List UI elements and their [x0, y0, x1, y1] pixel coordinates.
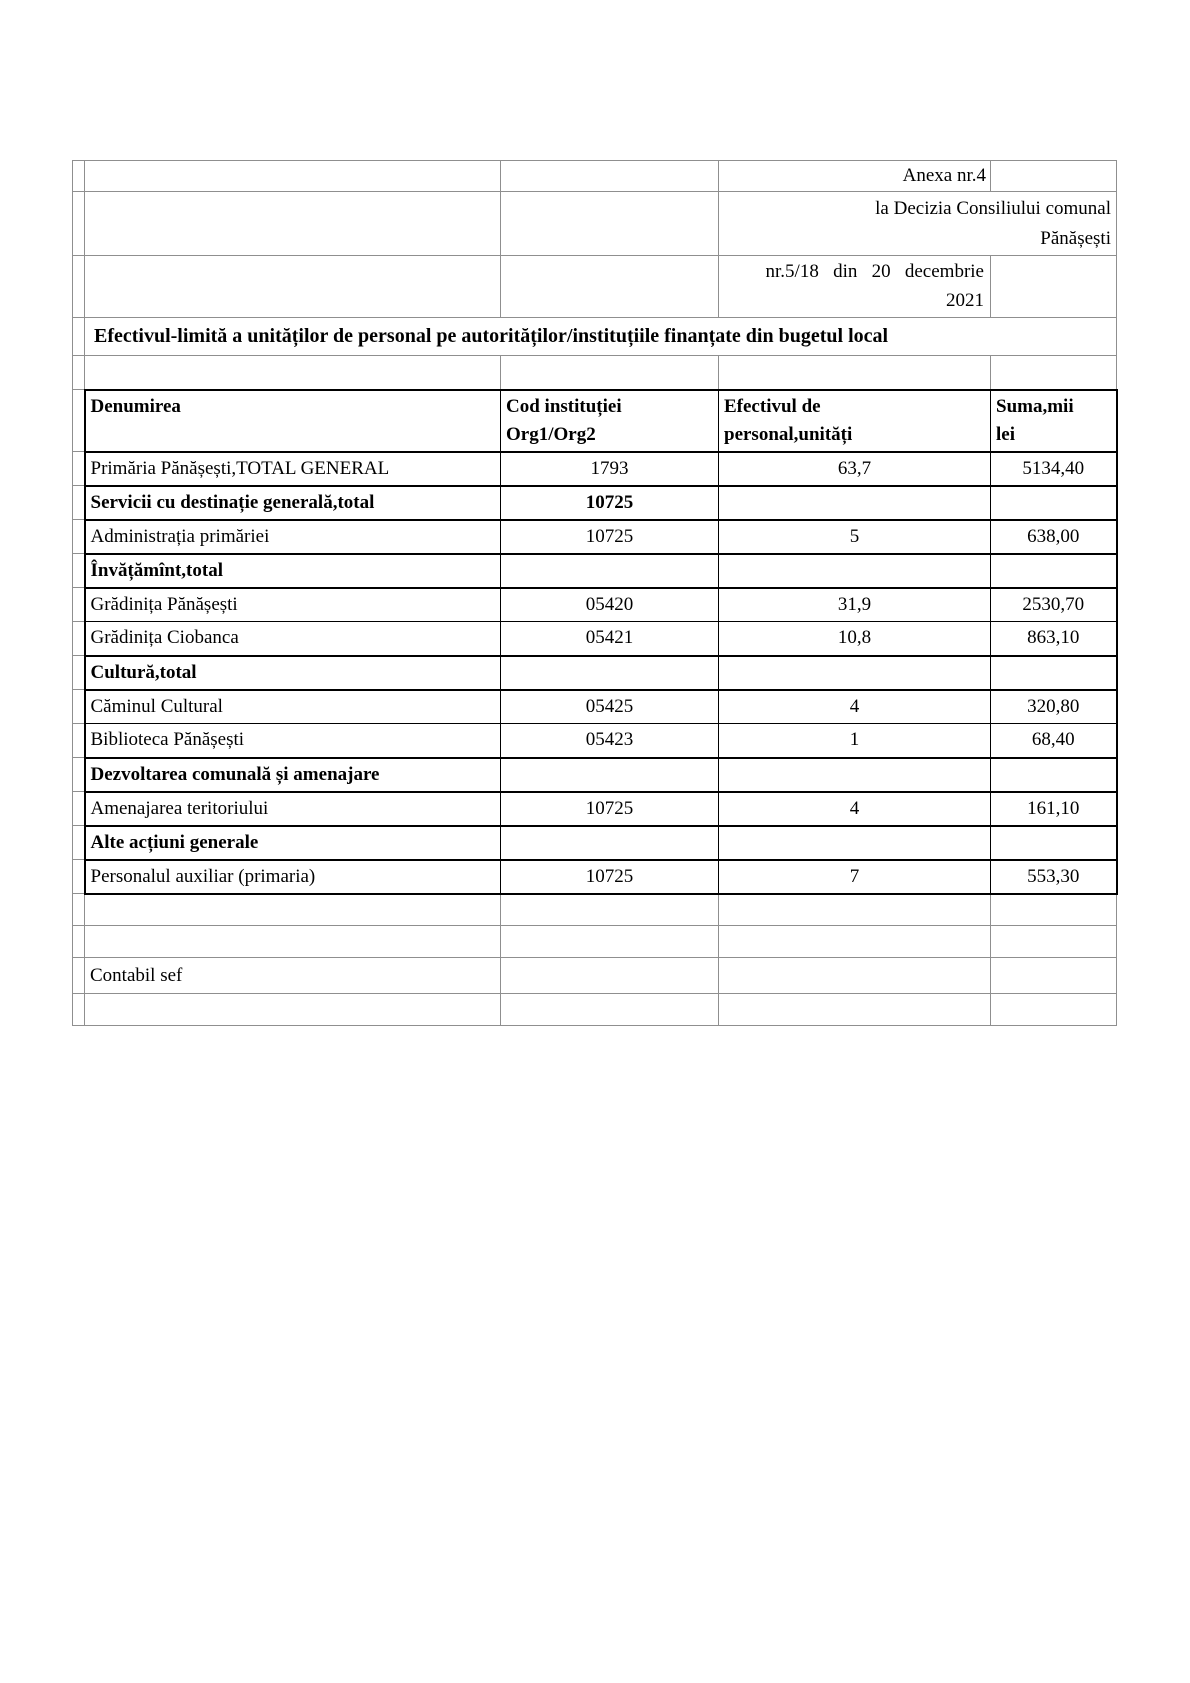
- spacer-row: [73, 994, 1117, 1026]
- decision-row: [73, 192, 1117, 256]
- table-row: [73, 452, 1117, 486]
- margin-cell: [73, 860, 85, 894]
- section-row: [73, 826, 1117, 860]
- suma-cell: 161,10: [991, 792, 1117, 826]
- cod-cell: 05421: [501, 622, 719, 656]
- empty-cell: [501, 161, 719, 192]
- suma-cell: 2530,70: [991, 588, 1117, 622]
- denumirea-cell: Cultură,total: [85, 656, 501, 690]
- efectiv-cell: [719, 758, 991, 792]
- margin-cell: [73, 826, 85, 860]
- margin-cell: [73, 161, 85, 192]
- column-header-efectiv: Efectivul de personal,unități: [719, 390, 991, 452]
- empty-cell: [991, 958, 1117, 994]
- section-row: [73, 758, 1117, 792]
- suma-cell: 638,00: [991, 520, 1117, 554]
- table-row: [73, 690, 1117, 724]
- empty-cell: [501, 926, 719, 958]
- margin-cell: [73, 724, 85, 758]
- denumirea-cell: Biblioteca Pănășești: [85, 724, 501, 758]
- margin-cell: [73, 486, 85, 520]
- empty-cell: [991, 994, 1117, 1026]
- empty-cell: [501, 356, 719, 390]
- table-row: [73, 588, 1117, 622]
- annex-row: [73, 161, 1117, 192]
- margin-cell: [73, 192, 85, 256]
- margin-cell: [73, 520, 85, 554]
- section-row: [73, 486, 1117, 520]
- header-row: [73, 390, 1117, 452]
- empty-cell: [85, 356, 501, 390]
- margin-cell: [73, 356, 85, 390]
- margin-cell: [73, 958, 85, 994]
- empty-cell: [719, 894, 991, 926]
- margin-cell: [73, 622, 85, 656]
- empty-cell: [991, 356, 1117, 390]
- margin-cell: [73, 452, 85, 486]
- column-header-cod: Cod instituției Org1/Org2: [501, 390, 719, 452]
- margin-cell: [73, 256, 85, 318]
- signature-row: [73, 958, 1117, 994]
- margin-cell: [73, 390, 85, 452]
- cod-cell: [501, 826, 719, 860]
- efectiv-cell: 31,9: [719, 588, 991, 622]
- cod-cell: 05420: [501, 588, 719, 622]
- margin-cell: [73, 926, 85, 958]
- denumirea-cell: Alte acțiuni generale: [85, 826, 501, 860]
- page-title: Efectivul-limită a unităților de personal pe autorităților/instituțiile finanțate din bugetul local: [85, 318, 1117, 356]
- empty-cell: [85, 256, 501, 318]
- cod-cell: 05425: [501, 690, 719, 724]
- suma-cell: [991, 486, 1117, 520]
- efectiv-cell: 63,7: [719, 452, 991, 486]
- section-row: [73, 656, 1117, 690]
- efectiv-cell: [719, 826, 991, 860]
- decision-line-1: la Decizia Consiliului comunal: [875, 198, 1111, 220]
- cod-cell: 10725: [501, 860, 719, 894]
- efectiv-cell: 4: [719, 792, 991, 826]
- margin-cell: [73, 656, 85, 690]
- suma-cell: [991, 758, 1117, 792]
- margin-cell: [73, 690, 85, 724]
- denumirea-cell: Grădinița Pănășești: [85, 588, 501, 622]
- empty-cell: [719, 926, 991, 958]
- empty-cell: [85, 926, 501, 958]
- cod-cell: 05423: [501, 724, 719, 758]
- staff-limits-table: [72, 160, 1118, 1026]
- empty-cell: [85, 161, 501, 192]
- decision-number: [719, 256, 991, 318]
- empty-cell: [991, 161, 1117, 192]
- spacer-row: [73, 356, 1117, 390]
- decision-line-2: Pănășești: [1040, 227, 1111, 249]
- empty-cell: [85, 192, 501, 256]
- margin-cell: [73, 318, 85, 356]
- decision-number-line-2: 2021: [946, 289, 984, 311]
- efectiv-cell: 1: [719, 724, 991, 758]
- cod-cell: 10725: [501, 486, 719, 520]
- table-row: [73, 860, 1117, 894]
- decision-reference: [719, 192, 1117, 256]
- title-row: [73, 318, 1117, 356]
- empty-cell: [501, 958, 719, 994]
- efectiv-cell: 10,8: [719, 622, 991, 656]
- denumirea-cell: Servicii cu destinație generală,total: [85, 486, 501, 520]
- column-header-suma: Suma,mii lei: [991, 390, 1117, 452]
- spacer-row: [73, 926, 1117, 958]
- efectiv-cell: [719, 554, 991, 588]
- efectiv-cell: [719, 656, 991, 690]
- empty-cell: [501, 894, 719, 926]
- empty-cell: [991, 926, 1117, 958]
- table-row: [73, 520, 1117, 554]
- empty-cell: [719, 356, 991, 390]
- empty-cell: [501, 994, 719, 1026]
- efectiv-cell: [719, 486, 991, 520]
- suma-cell: 68,40: [991, 724, 1117, 758]
- empty-cell: [85, 994, 501, 1026]
- margin-cell: [73, 792, 85, 826]
- empty-cell: [719, 994, 991, 1026]
- efectiv-cell: 7: [719, 860, 991, 894]
- suma-cell: 5134,40: [991, 452, 1117, 486]
- margin-cell: [73, 894, 85, 926]
- margin-cell: [73, 588, 85, 622]
- table-row: [73, 724, 1117, 758]
- denumirea-cell: Primăria Pănășești,TOTAL GENERAL: [85, 452, 501, 486]
- empty-cell: [501, 192, 719, 256]
- suma-cell: 320,80: [991, 690, 1117, 724]
- cod-cell: 1793: [501, 452, 719, 486]
- table-row: [73, 622, 1117, 656]
- empty-cell: [501, 256, 719, 318]
- empty-cell: [991, 256, 1117, 318]
- cod-cell: [501, 656, 719, 690]
- suma-cell: 863,10: [991, 622, 1117, 656]
- cod-cell: 10725: [501, 520, 719, 554]
- empty-cell: [991, 894, 1117, 926]
- suma-cell: 553,30: [991, 860, 1117, 894]
- empty-cell: [85, 894, 501, 926]
- spacer-row: [73, 894, 1117, 926]
- cod-cell: 10725: [501, 792, 719, 826]
- suma-cell: [991, 656, 1117, 690]
- suma-cell: [991, 554, 1117, 588]
- decision-number-row: [73, 256, 1117, 318]
- suma-cell: [991, 826, 1117, 860]
- decision-number-line-1: nr.5/18 din 20 decembrie: [765, 261, 984, 282]
- column-header-denumirea: Denumirea: [85, 390, 501, 452]
- efectiv-cell: 4: [719, 690, 991, 724]
- margin-cell: [73, 994, 85, 1026]
- denumirea-cell: Grădinița Ciobanca: [85, 622, 501, 656]
- denumirea-cell: Administrația primăriei: [85, 520, 501, 554]
- margin-cell: [73, 758, 85, 792]
- denumirea-cell: Amenajarea teritoriului: [85, 792, 501, 826]
- cod-cell: [501, 758, 719, 792]
- annex-label: Anexa nr.4: [719, 161, 991, 192]
- denumirea-cell: Personalul auxiliar (primaria): [85, 860, 501, 894]
- section-row: [73, 554, 1117, 588]
- signature-label: Contabil sef: [85, 958, 501, 994]
- cod-cell: [501, 554, 719, 588]
- margin-cell: [73, 554, 85, 588]
- empty-cell: [719, 958, 991, 994]
- denumirea-cell: Dezvoltarea comunală și amenajare: [85, 758, 501, 792]
- table-row: [73, 792, 1117, 826]
- denumirea-cell: Învățămînt,total: [85, 554, 501, 588]
- denumirea-cell: Căminul Cultural: [85, 690, 501, 724]
- efectiv-cell: 5: [719, 520, 991, 554]
